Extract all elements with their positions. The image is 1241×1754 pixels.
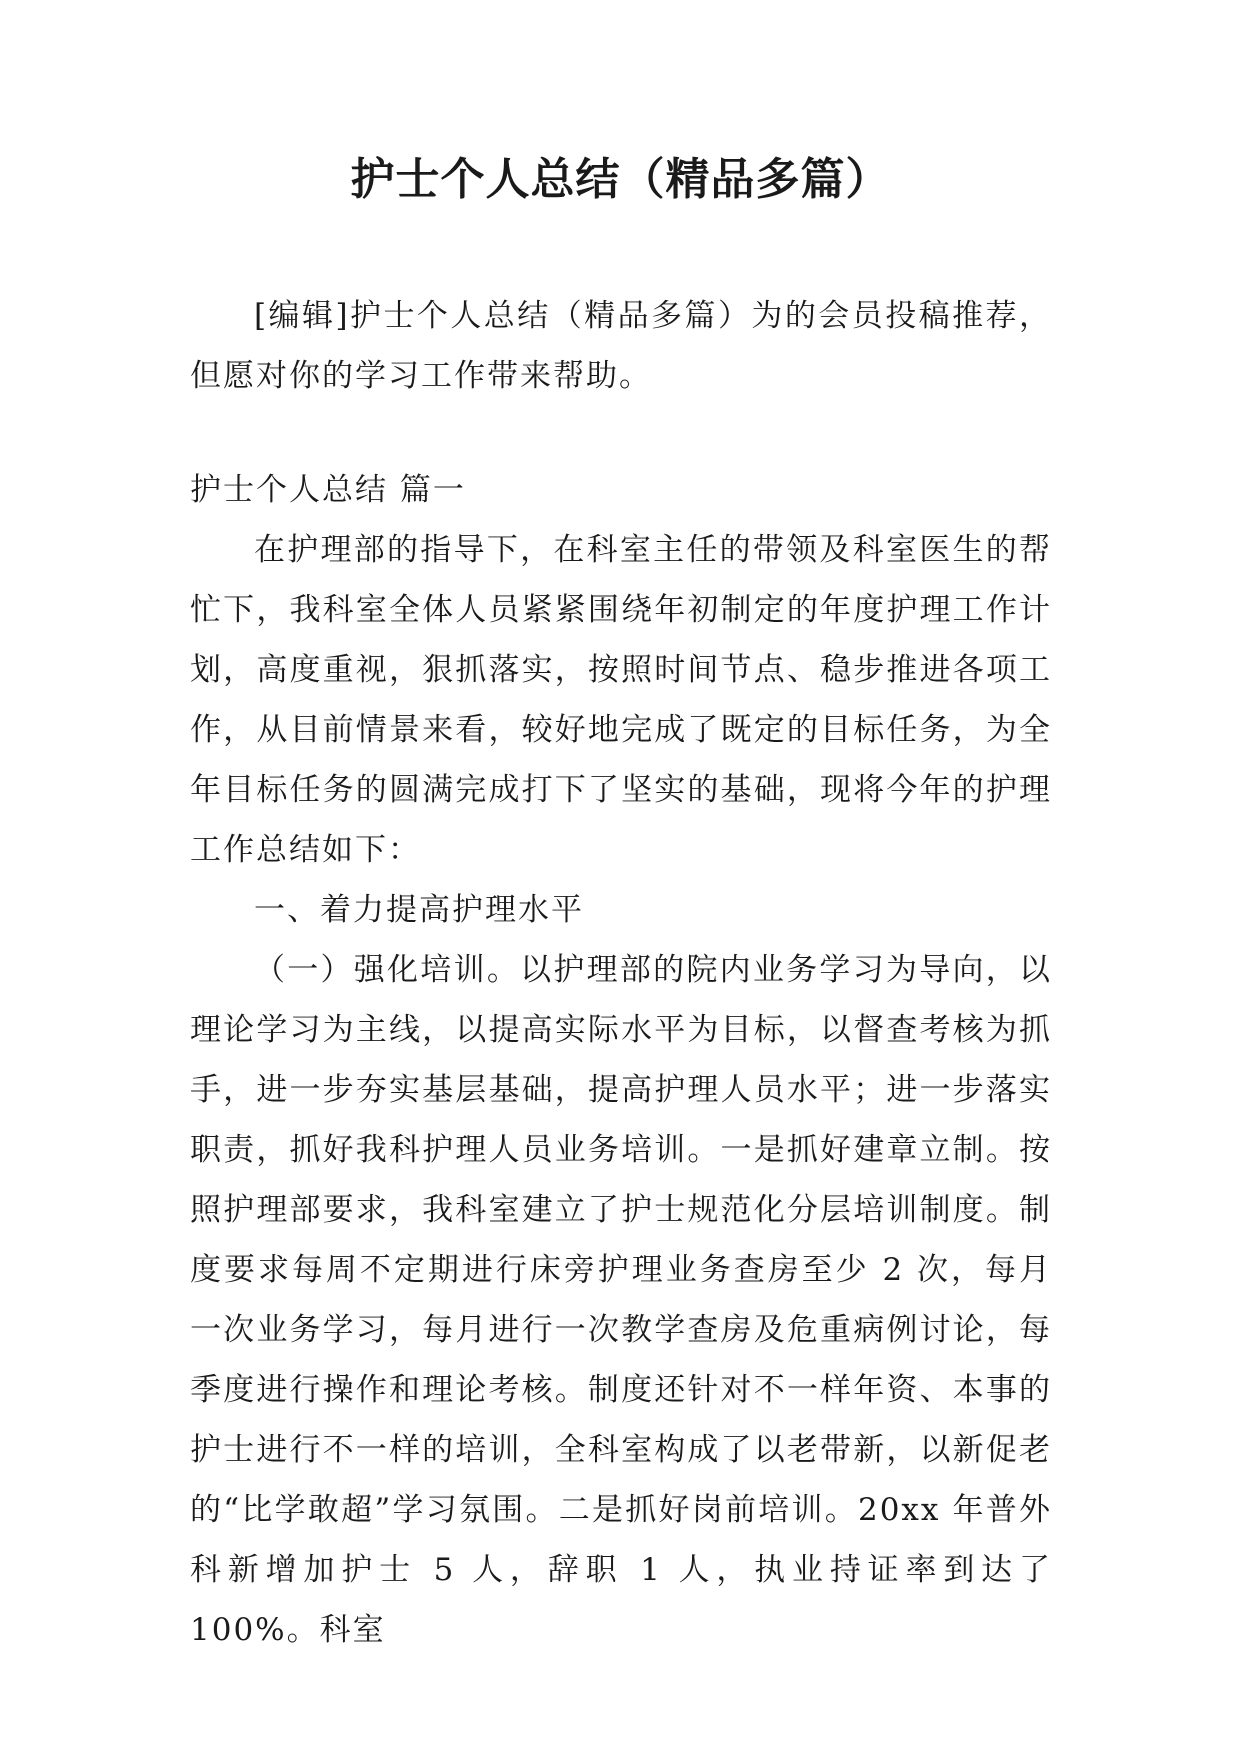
intro-paragraph: [编辑]护士个人总结（精品多篇）为的会员投稿推荐，但愿对你的学习工作带来帮助。 [190, 298, 1052, 394]
paragraph-1: 在护理部的指导下，在科室主任的带领及科室医生的帮忙下，我科室全体人员紧紧围绕年初制定的年度护理工作计划，高度重视，狠抓落实，按照时间节点、稳步推进各项工作，从目前情景来看，较好地完成了既定的目标任务，为全年目标任务的圆满完成打下了坚实的基础，现将今年的护理工作总结如下： [190, 532, 1052, 868]
section-one [190, 460, 1052, 1660]
paragraph-2-heading: 一、着力提高护理水平 [254, 892, 584, 928]
section-heading: 护士个人总结 篇一 [190, 472, 466, 508]
document-title: 护士个人总结（精品多篇） [350, 154, 891, 205]
paragraph-3: （一）强化培训。以护理部的院内业务学习为导向，以理论学习为主线，以提高实际水平为目标，以督查考核为抓手，进一步夯实基层基础，提高护理人员水平；进一步落实职责，抓好我科护理人员业务培训。一是抓好建章立制。按照护理部要求，我科室建立了护士规范化分层培训制度。制度要求每周不定期进行床旁护理业务查房至少 2 次，每月一次业务学习，每月进行一次教学查房及危重病例讨论，每季度进行操作和理论考核。制度还针对不一样年资、本事的护士进行不一样的培训，全科室构成了以老带新，以新促老的“比学敢超”学习氛围。二是抓好岗前培训。20xx 年普外科新增加护士 5 人，辞职 1 人，执业持证率到达了 100%。科室 [190, 952, 1052, 1648]
